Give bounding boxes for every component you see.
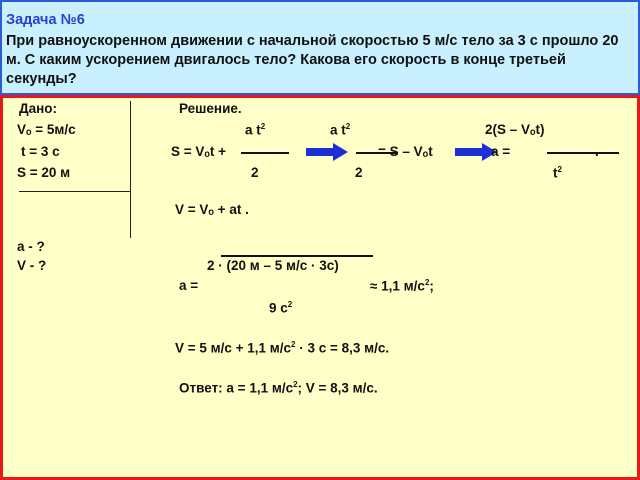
eq1-lhs: S = Vₒt +: [171, 144, 227, 159]
solution-panel: [0, 95, 640, 480]
calc-numerator: 2 · (20 м – 5 м/с · 3с): [207, 258, 339, 273]
given-divider-vertical: [130, 101, 131, 238]
answer: Ответ: а = 1,1 $м/с^2$; V = 8,3 м/с.: [179, 380, 378, 396]
eq1-fraction-bar: [241, 152, 289, 154]
arrow-right-icon: [306, 143, 348, 161]
solution-label: Решение.: [179, 101, 242, 116]
calc-denominator: 9 $с^2$: [269, 300, 293, 316]
eq2-numerator: a $t^2$: [330, 122, 351, 138]
find-v: V - ?: [17, 258, 47, 273]
given-divider-horizontal: [19, 191, 130, 192]
eq3-denominator: $t^2$: [553, 165, 562, 181]
calc-result: ≈ 1,1 $м/с^2$;: [370, 278, 434, 294]
eq3-fraction-bar: [547, 152, 619, 154]
eq2-denominator: 2: [355, 165, 363, 180]
eq3-dot: .: [595, 144, 599, 159]
given-v0: Vₒ = 5м/с: [17, 122, 76, 137]
calc-lhs: a =: [179, 278, 199, 293]
task-header: [0, 0, 640, 95]
velocity-calculation: V = 5 м/с + 1,1 $м/с^2 \cdot 3$ с = 8,3 м/с.: [175, 340, 390, 356]
eq2-rhs: = S – Vₒt: [378, 144, 433, 159]
calc-top-bar: [221, 255, 373, 257]
task-statement: При равноускоренном движении с начальной скоростью 5 м/с тело за 3 с прошло 20 м. С каким ускорением двигалось тело? Какова его скорость в конце третьей секунды?: [6, 33, 619, 87]
eq3-lhs: a =: [491, 144, 511, 159]
eq1-denominator: 2: [251, 165, 259, 180]
find-a: а - ?: [17, 239, 45, 254]
task-title: Задача №6: [6, 12, 85, 28]
eq1-numerator: a $t^2$: [245, 122, 266, 138]
given-t: t = 3 с: [21, 144, 60, 159]
given-label: Дано:: [19, 101, 58, 116]
given-s: S = 20 м: [17, 165, 71, 180]
velocity-formula: V = Vₒ + at .: [175, 202, 249, 217]
eq3-numerator: 2(S – Vₒt): [485, 122, 545, 137]
